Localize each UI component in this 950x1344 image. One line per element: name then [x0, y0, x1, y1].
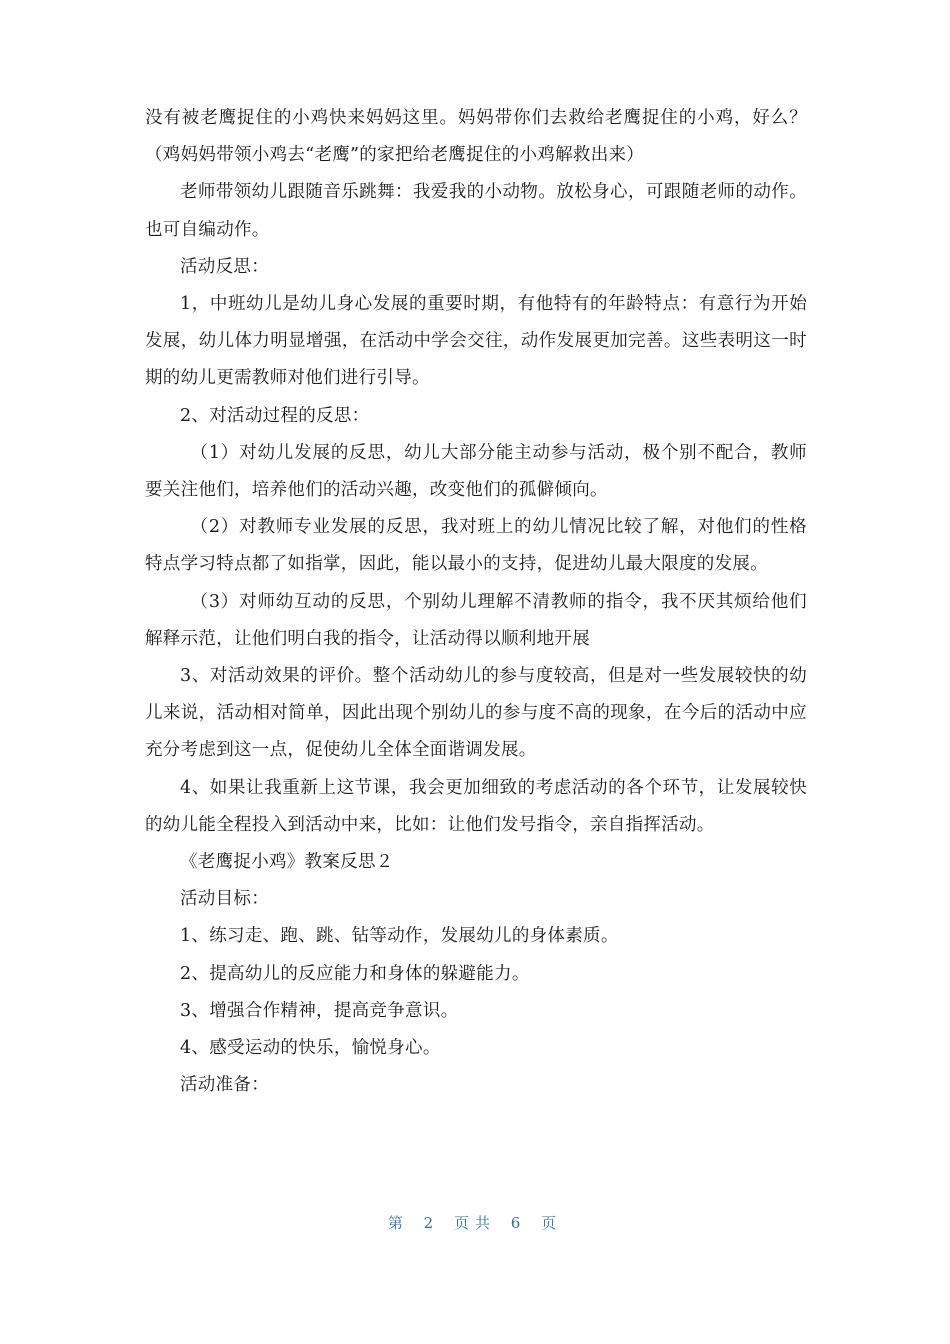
section-title-lesson-2: 《老鹰捉小鸡》教案反思２ [180, 852, 394, 873]
paragraph-2: 老师带领幼儿跟随音乐跳舞：我爱我的小动物。放松身心，可跟随老师的动作。也可自编动作。 [145, 182, 807, 240]
footer-middle: 页共 [453, 1214, 496, 1232]
footer-prefix: 第 [387, 1214, 409, 1232]
section-heading-reflection: 活动反思： [180, 256, 269, 277]
paragraph-10: 4、如果让我重新上这节课，我会更加细致的考虑活动的各个环节，让发展较快的幼儿能全程投入到活动中来，比如：让他们发号指令，亲自指挥活动。 [145, 777, 807, 835]
paragraph-4: 1，中班幼儿是幼儿身心发展的重要时期，有他特有的年龄特点：有意行为开始发展，幼儿体力明显增强，在活动中学会交往，动作发展更加完善。这些表明这一时期的幼儿更需教师对他们进行引导。 [145, 294, 807, 389]
section-heading-goals: 活动目标： [180, 889, 269, 910]
goal-item-4: 4、感受运动的快乐，愉悦身心。 [180, 1038, 441, 1059]
paragraph-9: 3、对活动效果的评价。整个活动幼儿的参与度较高，但是对一些发展较快的幼儿来说，活动相对简单，因此出现个别幼儿的参与度不高的现象，在今后的活动中应充分考虑到这一点，促使幼儿全体全面谐调发展。 [145, 666, 807, 761]
document-body [145, 100, 807, 1104]
footer-suffix: 页 [541, 1214, 563, 1232]
footer-current-page: 2 [423, 1214, 440, 1232]
goal-item-2: 2、提高幼儿的反应能力和身体的躲避能力。 [180, 963, 530, 984]
paragraph-7: （2）对教师专业发展的反思，我对班上的幼儿情况比较了解，对他们的性格特点学习特点都了如指掌，因此，能以最小的支持，促进幼儿最大限度的发展。 [145, 517, 807, 575]
paragraph-1: 没有被老鹰捉住的小鸡快来妈妈这里。妈妈带你们去救给老鹰捉住的小鸡，好么？（鸡妈妈带领小鸡去“老鹰”的家把给老鹰捉住的小鸡解救出来） [145, 108, 807, 166]
goal-item-3: 3、增强合作精神，提高竞争意识。 [180, 1000, 459, 1021]
section-heading-preparation: 活动准备： [180, 1075, 269, 1096]
page-footer [0, 1212, 950, 1233]
paragraph-8: （3）对师幼互动的反思，个别幼儿理解不清教师的指令，我不厌其烦给他们解释示范，让他们明白我的指令，让活动得以顺利地开展 [145, 591, 807, 649]
paragraph-5: 2、对活动过程的反思： [180, 405, 370, 426]
paragraph-6: （1）对幼儿发展的反思，幼儿大部分能主动参与活动，极个别不配合，教师要关注他们，培养他们的活动兴趣，改变他们的孤僻倾向。 [145, 442, 807, 501]
footer-total-pages: 6 [510, 1214, 527, 1232]
goal-item-1: 1、练习走、跑、跳、钻等动作，发展幼儿的身体素质。 [180, 926, 619, 947]
